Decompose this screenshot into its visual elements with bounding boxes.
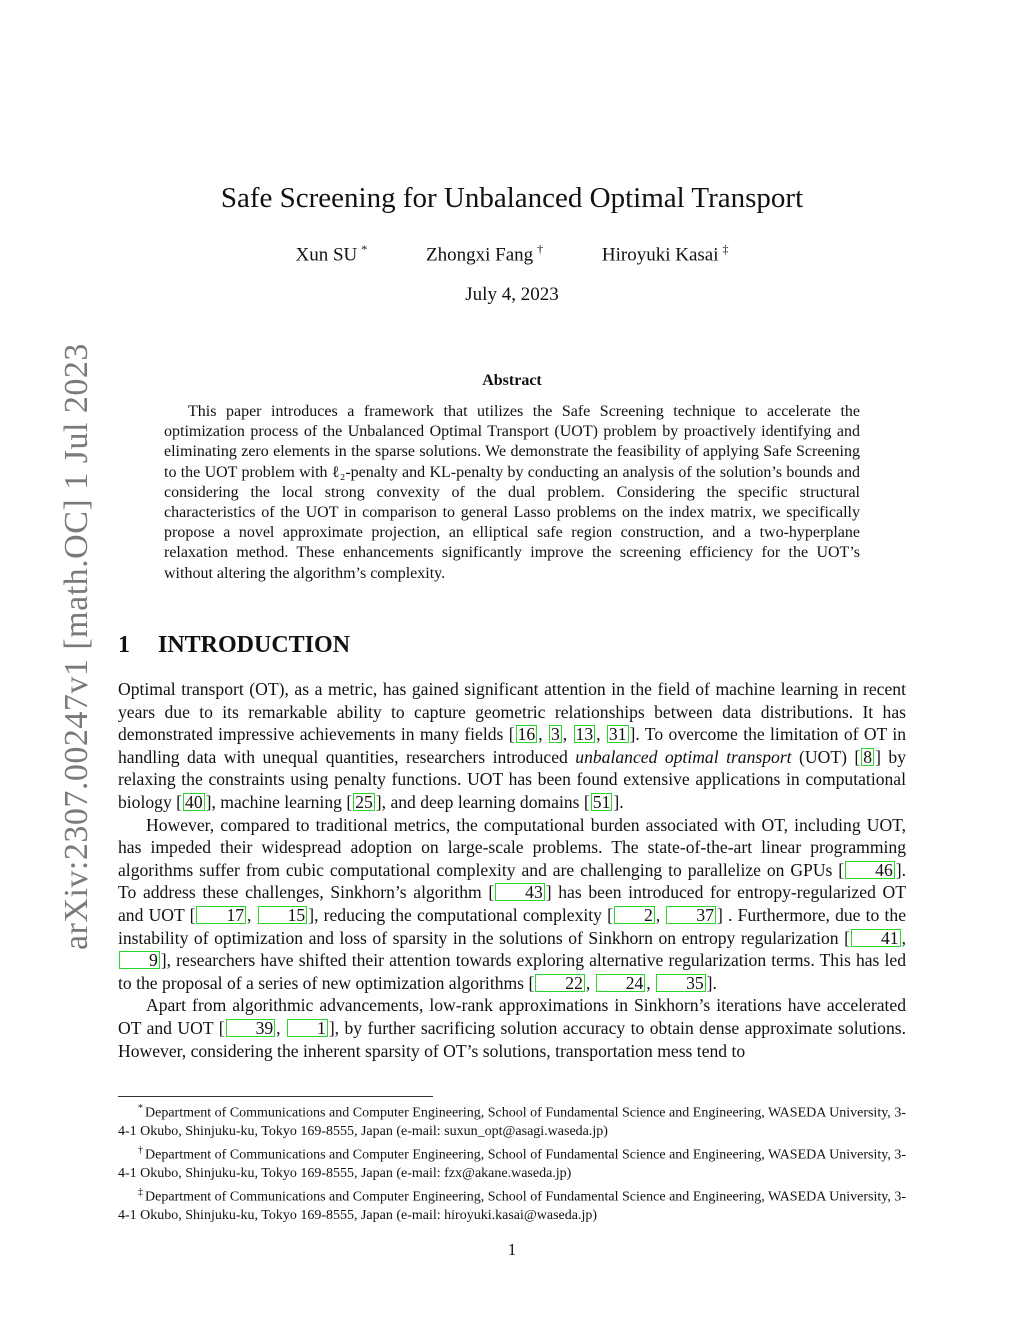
text-run: , by further sacrificing solution accuracy to obtain dense approximate solutions. However, considering the inherent sparsity of OT’s solutions, transportation mess tend to [118,1017,907,1061]
text-run: , machine learning [211,791,347,812]
arxiv-identifier[interactable]: arXiv:2307.00247v1 [math.OC] 1 Jul 2023 [58,343,95,950]
citation-link[interactable]: 16 [517,724,536,745]
section-number: 1 [118,632,130,658]
footnote [118,1184,906,1226]
footnote-text: Department of Communications and Computer Engineering, School of Fundamental Science and Engineering, WASEDA University, 3-4-1 Okubo, Shinjuku-ku, Tokyo 169-8555, Japan (e-mail: hiroyuki.kasai@waseda.jp) [118,1189,907,1223]
footnote-divider [118,1096,433,1097]
page-number: 1 [507,1240,517,1259]
text-run: , and deep learning domains [381,791,584,812]
footnote-mark: † [138,1144,144,1156]
text-run: . To address these challenges, Sinkhorn’s algorithm [118,859,906,903]
text-run: . Furthermore, due to the instability of optimization and loss of sparsity in the solutions of Sinkhorn on entropy regularization [118,904,907,948]
citation-link[interactable]: 13 [575,724,594,745]
citation-link[interactable]: 46 [845,861,895,879]
author [426,242,543,266]
arxiv-identifier-strip [12,343,95,950]
text-run: . To overcome the limitation of OT in handling data with unequal quantities, researchers introduced [118,724,907,767]
citation-link[interactable]: 9 [119,951,160,969]
author-list [0,242,1024,266]
footnote-text: Department of Communications and Computer Engineering, School of Fundamental Science and Engineering, WASEDA University, 3-4-1 Okubo, Shinjuku-ku, Tokyo 169-8555, Japan (e-mail: suxun_opt@asagi.waseda.jp) [118,1105,906,1140]
author [602,242,729,266]
citation-link[interactable]: 22 [535,974,585,992]
paragraph-3: Apart from algorithmic advancements, low-rank approximations in Sinkhorn’s iterations have accelerated OT and UOT [ 39 , 1 ], by further sacrificing solution accuracy to obtain dense approximate solutions. However, considering the inherent sparsity of OT’s solutions, transportation mess tend to [118,995,907,1061]
paragraph-2: However, compared to traditional metrics, the computational burden associated with OT, including UOT, has impeded their widespread adoption on large-scale problems. The state-of-the-art linear programming algorithms suffer from cubic computational complexity and are challenging to parallelize on GPUs [ 46 ]. To address these challenges, Sinkhorn’s algorithm [ 43 ] has been introduced for entropy-regularized OT and UOT [ 17 , 15 ], reducing the computational complexity [ 2 , 37 ] . Furthermore, due to the instability of optimization and loss of sparsity in the solutions of Sinkhorn on entropy regularization [ 41 , 9 ], researchers have shifted their attention towards exploring alternative regularization terms. This has led to the proposal of a series of new optimization algorithms [ 22 , 24 , 35 ]. [118,814,907,993]
author-name: Xun SU [295,244,358,266]
emphasis: unbalanced optimal transport [575,746,792,767]
abstract-body [164,402,860,584]
abstract-heading: Abstract [482,372,542,389]
section-heading [118,632,350,659]
author-mark[interactable]: † [537,242,544,256]
footnote [118,1142,906,1184]
text-run: However, compared to traditional metrics, the computational burden associated with OT, including UOT, has impeded their widespread adoption on large-scale problems. The state-of-the-art linear programming algorithms suffer from cubic computational complexity and are challenging to parallelize on GPUs [118,814,906,880]
paragraph-1: Optimal transport (OT), as a metric, has gained significant attention in the field of machine learning in recent years due to its remarkable ability to capture geometric relationships between data distributions. It has demonstrated impressive achievements in many fields [ 16 , 3 , 13 , 31 ]. To overcome the limitation of OT in handling data with unequal quantities, researchers introduced unbalanced optimal transport (UOT) [ 8 ] by relaxing the constraints using penalty functions. UOT has been found extensive applications in computational biology [ 40 ], machine learning [ 25 ], and deep learning domains [ 51 ]. [118,679,907,812]
author-mark[interactable]: ‡ [722,242,729,256]
citation-link[interactable]: 37 [666,906,716,924]
footnote-mark: * [138,1103,143,1114]
section-title: INTRODUCTION [158,632,351,658]
author-name: Zhongxi Fang [426,244,534,266]
citation-link[interactable]: 1 [287,1019,328,1037]
citation-link[interactable]: 15 [258,906,308,924]
paper-title: Safe Screening for Unbalanced Optimal Transport [220,182,804,214]
author-mark[interactable]: * [361,242,368,256]
citation-link[interactable]: 8 [863,746,873,767]
citation-link[interactable]: 51 [592,791,611,812]
introduction-body [118,678,906,1062]
text-run: . [619,791,624,812]
citation-link[interactable]: 31 [608,724,627,745]
citation-link[interactable]: 39 [226,1019,276,1037]
footnotes [118,1100,906,1226]
text-run: has been introduced for entropy-regularized OT and UOT [118,882,906,925]
citation-link[interactable]: 43 [495,883,545,901]
citation-link[interactable]: 41 [851,929,901,947]
text-run: by relaxing the constraints using penalty functions. UOT has been found extensive applications in computational biology [118,746,906,812]
text-run: (UOT) [791,746,855,767]
abstract-text: This paper introduces a framework that utilizes the Safe Screening technique to accelerate the optimization process of the Unbalanced Optimal Transport (UOT) problem by proactively identifying and eliminating zero elements in the sparse solutions. We demonstrate the feasibility of applying Safe Screening to the UOT problem with ℓ₂-penalty and KL-penalty by conducting an analysis of the solution’s bounds and considering the local strong convexity of the dual problem. Considering the specific structural characteristics of the UOT in comparison to general Lasso problems on the index matrix, we specifically propose a novel approximate projection, an elliptical safe region construction, and a two-hyperplane relaxation method. These enhancements significantly improve the screening efficiency for the UOT’s without altering the algorithm’s complexity. [164,403,860,582]
citation-link[interactable]: 17 [196,906,246,924]
text-run: Optimal transport (OT), as a metric, has gained significant attention in the field of machine learning in recent years due to its remarkable ability to capture geometric relationships between data distributions. It has demonstrated impressive achievements in many fields [118,679,906,745]
citation-link[interactable]: 24 [596,974,646,992]
author [295,242,367,266]
footnote-mark: ‡ [138,1186,144,1198]
author-name: Hiroyuki Kasai [601,244,719,266]
text-run: . [712,972,717,993]
text-run: Apart from algorithmic advancements, low-rank approximations in Sinkhorn’s iterations have accelerated OT and UOT [118,995,906,1038]
footnote-text: Department of Communications and Computer Engineering, School of Fundamental Science and Engineering, WASEDA University, 3-4-1 Okubo, Shinjuku-ku, Tokyo 169-8555, Japan (e-mail: fzx@akane.waseda.jp) [118,1147,907,1182]
citation-link[interactable]: 40 [185,791,203,812]
citation-link[interactable]: 3 [550,724,560,745]
citation-link[interactable]: 2 [614,906,655,924]
citation-link[interactable]: 35 [656,974,706,992]
text-run: , reducing the computational complexity [314,904,608,925]
text-run: , researchers have shifted their attention towards exploring alternative regularization terms. This has led to the proposal of a series of new optimization algorithms [118,950,906,993]
paper-date: July 4, 2023 [465,284,559,305]
citation-link[interactable]: 25 [355,791,373,812]
footnote [118,1100,906,1142]
